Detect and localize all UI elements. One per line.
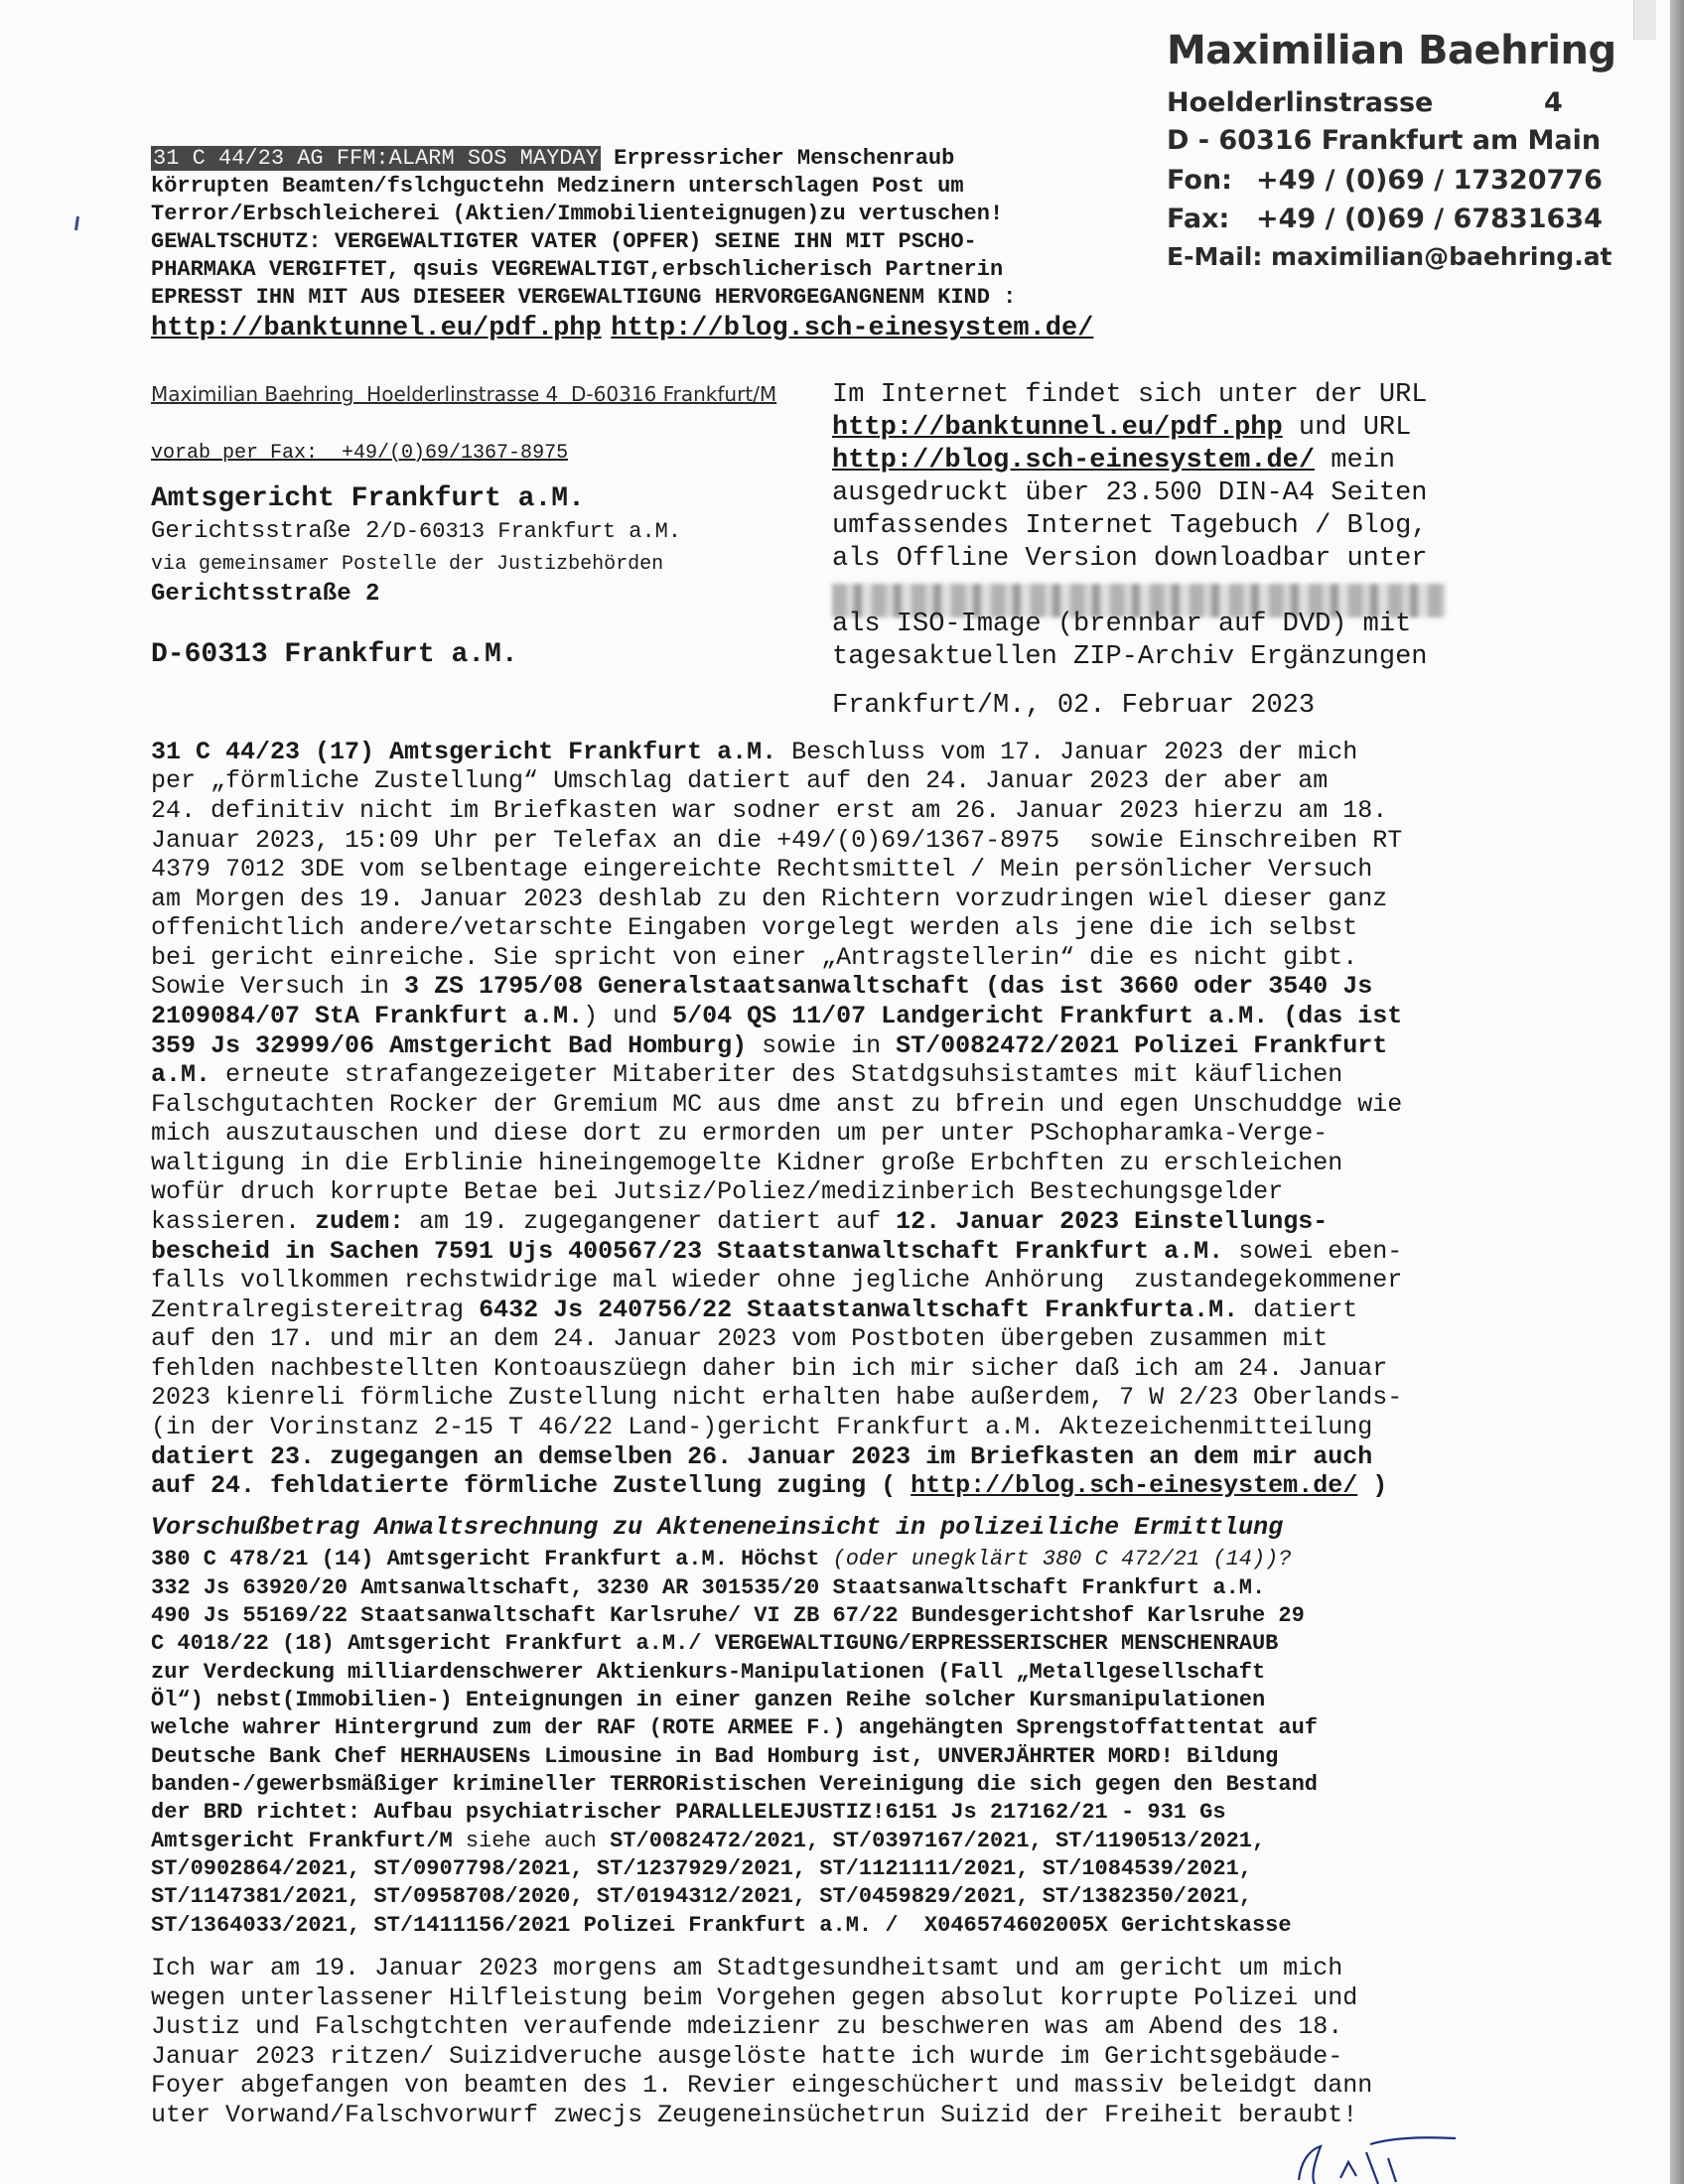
blog-link[interactable]: http://blog.sch-einesystem.de/ (611, 314, 1094, 343)
body-line-5: 4379 7012 3DE vom selbentage eingereichte Rechtsmittel / Mein persönlicher Versuch (151, 855, 1373, 884)
body-line-14: mich auszutauschen und diese dort zu ermorden um per unter PSchopharamka-Verge- (151, 1119, 1329, 1148)
l17a: kassieren. (151, 1207, 316, 1236)
header-line-1-rest: Erpressricher Menschenraub (600, 146, 955, 171)
body-line-1-rest: Beschluss vom 17. Januar 2023 der mich (776, 738, 1358, 766)
body-line-22: fehlden nachbestellten Kontoauszüegn daher bin ich mir sicher daß ich am 24. Januar (151, 1354, 1388, 1383)
s1a: 380 C 478/21 (14) Amtsgericht Frankfurt a.M. Höchst (151, 1547, 833, 1571)
s1b: (oder unegklärt 380 C 472/21 (14))? (832, 1547, 1292, 1571)
fax-label: Fax: (1167, 204, 1230, 234)
s11b: siehe auch (452, 1829, 611, 1853)
section-line-4: C 4018/22 (18) Amtsgericht Frankfurt a.M./ VERGEWALTIGUNG/ERPRESSERISCHER MENSCHENRAUB (151, 1631, 1279, 1656)
info-line-4: ausgedruckt über 23.500 DIN-A4 Seiten (832, 478, 1428, 508)
section-line-1 (151, 1547, 1292, 1571)
body-line-23: 2023 kienreli förmliche Zustellung nicht erhalten habe außerdem, 7 W 2/23 Oberlands- (151, 1383, 1403, 1412)
signature (1271, 2132, 1509, 2184)
section-line-6: Öl“) nebst(Immobilien-) Enteignungen in einer ganzen Reihe solcher Kursmanipulationen (151, 1688, 1266, 1712)
header-line-4: GEWALTSCHUTZ: VERGEWALTIGTER VATER (OPFER) SEINE IHN MIT PSCHO- (151, 229, 977, 254)
body-line-20 (151, 1296, 1357, 1324)
info-line-2-rest: und URL (1282, 413, 1412, 443)
l20c: datiert (1238, 1296, 1358, 1324)
street-suffix: /D-60313 Frankfurt a.M. (379, 519, 682, 544)
body-line-4: Januar 2023, 15:09 Uhr per Telefax an die +49/(0)69/1367-8975 sowie Einschreiben RT (151, 826, 1403, 855)
pen-mark (74, 216, 79, 230)
body-line-21: auf den 17. und mir an dem 24. Januar 2023 vom Postboten übergeben zusammen mit (151, 1324, 1329, 1353)
body-line-8: bei gericht einreiche. Sie spricht von einer „Antragstellerin“ die es nicht gibt. (151, 943, 1358, 972)
body-line-3: 24. definitiv nicht im Briefkasten war sodner erst am 26. Januar 2023 hierzu am 18. (151, 796, 1388, 825)
fon-number: +49 / (0)69 / 17320776 (1256, 165, 1603, 196)
letterhead-street (1167, 87, 1563, 118)
l26c: ) (1357, 1471, 1388, 1500)
l17b: zudem: (315, 1207, 405, 1236)
info-line-5: umfassendes Internet Tagebuch / Blog, (832, 511, 1428, 541)
l11a: 359 Js 32999/06 Amstgericht Bad Homburg) (151, 1031, 748, 1060)
l20a: Zentralregistereitrag (151, 1296, 480, 1324)
body-line-7: offenichtlich andere/vetarschte Eingaben vorgelegt werden als jene die ich selbst (151, 913, 1358, 942)
section-heading: Vorschußbetrag Anwaltsrechnung zu Akteneneinsicht in polizeiliche Ermittlung (151, 1513, 1284, 1542)
recipient-via: via gemeinsamer Postelle der Justizbehörden (151, 553, 664, 576)
section-line-3: 490 Js 55169/22 Staatsanwaltschaft Karlsruhe/ VI ZB 67/22 Bundesgerichtshof Karlsruhe 29 (151, 1603, 1305, 1628)
section-line-5: zur Verdeckung milliardenschwerer Aktienkurs-Manipulationen (Fall „Metallgesellschaft (151, 1660, 1266, 1685)
l10b: ) und (583, 1002, 673, 1030)
l17c: am 19. zugegangener datiert auf (404, 1207, 897, 1236)
scan-edge (1670, 0, 1684, 2184)
info-line-8: tagesaktuellen ZIP-Archiv Ergänzungen (832, 642, 1428, 672)
l20b: 6432 Js 240756/22 Staatstanwaltschaft Frankfurta.M. (479, 1296, 1239, 1324)
l12b: erneute strafangezeigeter Mitaberiter des Statdgsuhsistamtes mit käuflichen (210, 1060, 1343, 1089)
section-line-13: ST/1147381/2021, ST/0958708/2020, ST/0194312/2021, ST/0459829/2021, ST/1382350/2021, (151, 1884, 1252, 1909)
letterhead-fon (1167, 165, 1603, 196)
body-line-2: per „förmliche Zustellung“ Umschlag datiert auf den 24. Januar 2023 der aber am (151, 766, 1329, 795)
recipient-city: D-60313 Frankfurt a.M. (151, 639, 518, 670)
body-line-18 (151, 1237, 1402, 1266)
l10a: 2109084/07 StA Frankfurt a.M. (151, 1002, 584, 1030)
closing-line-3: Justiz und Falschgtchten veraufende mdeizienr zu beschweren was am Abend des 18. (151, 2012, 1343, 2041)
house-number: 4 (1544, 87, 1563, 118)
closing-line-1: Ich war am 19. Januar 2023 morgens am Stadtgesundheitsamt und am gericht um mich (151, 1954, 1343, 1982)
fon-label: Fon: (1167, 165, 1232, 196)
body-line-10 (151, 1002, 1402, 1030)
sender-line: Maximilian Baehring Hoelderlinstrasse 4 D-60316 Frankfurt/M (151, 382, 777, 406)
body-line-26 (151, 1471, 1387, 1500)
info-line-3-rest: mein (1315, 446, 1396, 476)
body-line-9 (151, 972, 1372, 1001)
banktunnel-link[interactable]: http://banktunnel.eu/pdf.php (151, 314, 602, 343)
body-line-13: Falschgutachten Rocker der Gremium MC aus dme anst zu bfrein und egen Unschuddge wie (151, 1090, 1403, 1119)
recipient-court: Amtsgericht Frankfurt a.M. (151, 483, 585, 514)
page-curl (1633, 0, 1656, 40)
s11a: Amtsgericht Frankfurt/M (151, 1829, 453, 1853)
section-line-7: welche wahrer Hintergrund zum der RAF (ROTE ARMEE F.) angehängten Sprengstoffattentat auf (151, 1715, 1318, 1740)
l11b: sowie in (747, 1031, 897, 1060)
letterhead-email: E-Mail: maximilian@baehring.at (1167, 242, 1613, 271)
header-line-6: EPRESST IHN MIT AUS DIESEER VERGEWALTIGUNG HERVORGEGANGNENM KIND : (151, 285, 1017, 310)
alarm-badge: 31 C 44/23 AG FFM:ALARM SOS MAYDAY (153, 146, 599, 171)
l12a: a.M. (151, 1060, 211, 1089)
section-line-12: ST/0902864/2021, ST/0907798/2021, ST/1237929/2021, ST/1121111/2021, ST/1084539/2021, (151, 1856, 1252, 1881)
letterhead-name: Maximilian Baehring (1167, 28, 1616, 73)
l18b: sowei eben- (1223, 1237, 1403, 1266)
info-banktunnel-link[interactable]: http://banktunnel.eu/pdf.php (832, 413, 1283, 443)
header-line-2: körrupten Beamten/fslchguctehn Medzinern unterschlagen Post um (151, 174, 964, 199)
body-line-19: falls vollkommen rechstwidrige mal wieder ohne jegliche Anhörung zustandegekommener (151, 1266, 1403, 1295)
closing-line-4: Januar 2023 ritzen/ Suizidveruche ausgelöste hatte ich wurde im Gerichtsgebäude- (151, 2042, 1343, 2071)
body-line-6: am Morgen des 19. Januar 2023 deshlab zu den Richtern vorzudringen wiel dieser ganz (151, 885, 1388, 913)
header-line-5: PHARMAKA VERGIFTET, qsuis VEGREWALTIGT,erbschlicherisch Partnerin (151, 257, 1004, 282)
letter-date: Frankfurt/M., 02. Februar 2023 (832, 691, 1316, 721)
info-blog-link[interactable]: http://blog.sch-einesystem.de/ (832, 446, 1316, 476)
section-line-14: ST/1364033/2021, ST/1411156/2021 Polizei Frankfurt a.M. / X046574602005X Gerichtskasse (151, 1913, 1292, 1938)
section-line-10: der BRD richtet: Aufbau psychiatrischer PARALLELEJUSTIZ!6151 Js 217162/21 - 931 Gs (151, 1800, 1226, 1825)
info-line-7: als ISO-Image (brennbar auf DVD) mit (832, 610, 1412, 639)
info-line-3 (832, 446, 1395, 476)
body-blog-link[interactable]: http://blog.sch-einesystem.de/ (911, 1471, 1358, 1500)
recipient-street (151, 518, 681, 545)
closing-line-6: uter Vorwand/Falschvorwurf zwecjs Zeugeneinsüchetrun Suizid der Freiheit beraubt! (151, 2101, 1358, 2129)
case-reference: 31 C 44/23 (17) Amtsgericht Frankfurt a.M. (151, 738, 777, 766)
fax-number: +49 / (0)69 / 67831634 (1256, 204, 1603, 234)
header-line-1 (151, 145, 954, 173)
info-line-2 (832, 413, 1411, 443)
street-text: Hoelderlinstrasse (1167, 87, 1434, 118)
body-line-25: datiert 23. zugegangen an demselben 26. Januar 2023 im Briefkasten an dem mir auch (151, 1442, 1373, 1471)
header-line-3: Terror/Erbschleicherei (Aktien/Immobilienteignugen)zu vertuschen! (151, 202, 1004, 226)
body-line-11 (151, 1031, 1387, 1060)
section-line-2: 332 Js 63920/20 Amtsanwaltschaft, 3230 AR 301535/20 Staatsanwaltschaft Frankfurt a.M. (151, 1575, 1266, 1600)
body-line-15: waltigung in die Erblinie hineingemogelte Kidner große Erbchften zu erschleichen (151, 1149, 1343, 1177)
body-line-16: wofür druch korrupte Betae bei Jutsiz/Poliez/medizinberich Bestechungsgelder (151, 1177, 1284, 1206)
body-line-17 (151, 1207, 1328, 1236)
l18a: bescheid in Sachen 7591 Ujs 400567/23 Staatstanwaltschaft Frankfurt a.M. (151, 1237, 1224, 1266)
s11c: ST/0082472/2021, ST/0397167/2021, ST/1190513/2021, (610, 1829, 1266, 1853)
letterhead-city: D - 60316 Frankfurt am Main (1167, 125, 1602, 156)
fax-line: vorab per Fax: +49/(0)69/1367-8975 (151, 442, 569, 465)
info-line-6: als Offline Version downloadbar unter (832, 544, 1428, 574)
l9b: 3 ZS 1795/08 Generalstaatsanwaltschaft (das ist 3660 oder 3540 Js (404, 972, 1373, 1001)
body-line-12 (151, 1060, 1342, 1089)
l11c: ST/0082472/2021 Polizei Frankfurt (896, 1031, 1388, 1060)
section-line-11 (151, 1829, 1265, 1853)
section-line-9: banden-/gewerbsmäßiger krimineller TERRORistischen Vereinigung die sich gegen den Bestand (151, 1772, 1318, 1797)
l26a: auf 24. fehldatierte förmliche Zustellung zuging ( (151, 1471, 912, 1500)
section-line-8: Deutsche Bank Chef HERHAUSENs Limousine in Bad Homburg ist, UNVERJÄHRTER MORD! Bildung (151, 1744, 1279, 1769)
closing-line-2: wegen unterlassener Hilfleistung beim Vorgehen gegen absolut korrupte Polizei und (151, 1983, 1358, 2012)
body-line-1 (151, 738, 1357, 766)
l10c: 5/04 QS 11/07 Landgericht Frankfurt a.M. (das ist (672, 1002, 1403, 1030)
letterhead-fax (1167, 204, 1603, 234)
info-line-1: Im Internet findet sich unter der URL (832, 380, 1428, 410)
closing-line-5: Foyer abgefangen von beamten des 1. Revier eingeschüchert und massiv beleidgt dann (151, 2071, 1373, 2100)
street-prefix: Gerichtsstraße 2 (151, 518, 380, 545)
recipient-street-2: Gerichtsstraße 2 (151, 581, 380, 608)
body-line-24: (in der Vorinstanz 2-15 T 46/22 Land-)gericht Frankfurt a.M. Aktezeichenmitteilung (151, 1413, 1373, 1441)
l9a: Sowie Versuch in (151, 972, 405, 1001)
header-links (151, 314, 1093, 343)
l17d: 12. Januar 2023 Einstellungs- (896, 1207, 1329, 1236)
